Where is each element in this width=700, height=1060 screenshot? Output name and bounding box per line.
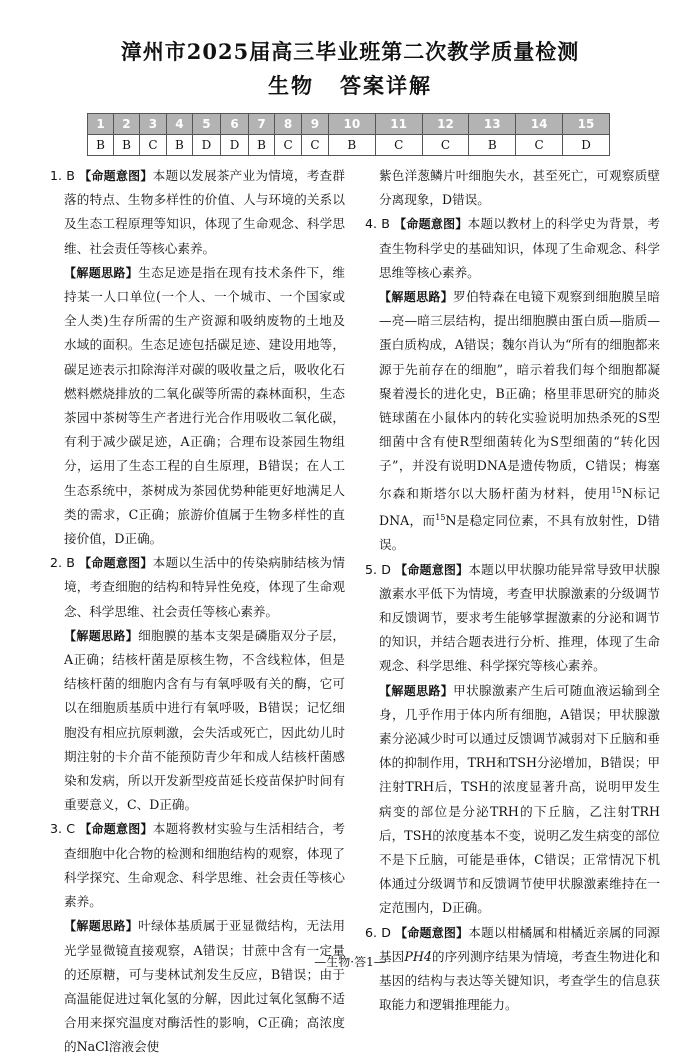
answer-table-number-cell: 10 [328,114,375,135]
answer-table-number-cell: 13 [469,114,516,135]
q4-intent-text: 本题以教材上的科学史为背景，考查生物科学史的基础知识，体现了生命观念、科学思维等核心素养。 [379,216,660,280]
q6-intent-tag: 【命题意图】 [395,925,469,940]
q4-intent-tag: 【命题意图】 [394,217,468,232]
answer-table-number-cell: 15 [563,114,610,135]
q5-head: 5. D [365,561,391,577]
answer-table-answer-cell: B [328,135,375,156]
q5-intent-text: 本题以甲状腺功能异常导致甲状腺激素水平低下为情境，考查甲状腺激素的分级调节和反馈调节，要求考生能够掌握激素的分泌和调节的知识，并结合题表进行分析、推理，体现了生命观念、科学思维、科学探究等核心素养。 [379,561,660,674]
answer-table-number-cell: 2 [113,114,139,135]
q3-intent-text: 本题将教材实验与生活相结合，考查细胞中化合物的检测和细胞结构的观察，体现了科学探究、生命观念、科学思维、社会责任等核心素养。 [64,821,345,910]
answer-table-answer-cell: C [275,135,302,156]
answer-table-number-cell: 9 [302,114,329,135]
q4-intent [365,212,660,285]
q4-solution-tag: 【解题思路】 [379,290,454,305]
answer-table-answer-cell: B [249,135,275,156]
answer-table-answer-cell: B [469,135,516,156]
q2-head: 2. B [50,555,75,571]
answer-table-answer-row [88,135,610,156]
answer-table-number-cell: 8 [275,114,302,135]
answer-table-number-cell: 6 [220,114,248,135]
q3-head: 3. C [50,821,76,837]
answer-table-answer-cell: D [220,135,248,156]
answer-table-number-cell: 11 [375,114,422,135]
q1-intent-text: 本题以发展茶产业为情境，考查群落的特点、生物多样性的价值、人与环境的关系以及生态工程原理等知识，体现了生命观念、科学思维、社会责任等核心素养。 [64,168,345,256]
q1-solution [50,261,345,551]
q4-solution-text-c: N是稳定同位素，不具有放射性，D错误。 [379,513,660,553]
q1-intent-tag: 【命题意图】 [79,169,153,183]
q6-intent-text-a: 本题以柑橘属和柑橘近亲属的同源基因 [379,924,660,964]
q1-head: 1. B [50,168,75,183]
answer-table-answer-cell: C [422,135,469,156]
answer-table-answer-cell: C [139,135,166,156]
document-title: 漳州市2025届高三毕业班第二次教学质量检测 [120,39,580,64]
q4-head: 4. B [365,216,390,232]
q6-intent-text-b: 的序列测序结果为情境，考查生物进化和基因的结构与表达等关键知识，考查学生的信息获取能力和逻辑推理能力。 [379,948,661,1013]
right-column [365,164,660,1017]
answer-table-number-cell: 14 [516,114,563,135]
answer-table-number-cell: 3 [139,114,166,135]
answer-table-answer-cell: B [88,135,114,156]
left-column [50,164,345,1060]
answer-table-answer-cell: C [302,135,329,156]
q5-intent [365,558,660,679]
answer-detail-label: 答案详解 [340,73,432,98]
q4-solution-text-b: N标记DNA，而 [379,485,660,529]
q3-solution-tag: 【解题思路】 [64,919,139,934]
q1-solution-tag: 【解题思路】 [64,265,139,280]
q3-solution-text: 叶绿体基质属于亚显微结构，无法用光学显微镜直接观察，A错误；甘蔗中含有一定量的还原糖，可与斐林试剂发生反应，B错误；由于高温能促进过氧化氢的分解，因此过氧化氢酶不适合用来探究温度对酶活性的影响，C正确；高浓度的NaCl溶液会使 [64,918,345,1055]
answer-table-answer-cell: B [113,135,139,156]
answer-table-number-cell: 5 [192,114,220,135]
answer-table-number-cell: 7 [249,114,275,135]
q2-intent-tag: 【命题意图】 [79,556,153,571]
q6-head: 6. D [365,924,391,940]
q4-solution [365,285,660,558]
q2-intent-text: 本题以生活中的传染病肺结核为情境，考查细胞的结构和特异性免疫，体现了生命观念、科学思维、社会责任等核心素养。 [64,555,345,619]
q4-isotope-superscript-1: 15 [611,485,622,495]
answer-table-answer-cell: D [192,135,220,156]
subject-label: 生物 [268,73,314,98]
document-subtitle [0,70,700,100]
answer-table-answer-cell: C [375,135,422,156]
answer-table [87,113,610,156]
page-footer: —生物·答1— [314,955,386,969]
q2-solution-tag: 【解题思路】 [64,628,139,643]
q3-solution [50,914,345,1059]
q3-solution-continued: 紫色洋葱鳞片叶细胞失水，甚至死亡，可观察质壁分离现象，D错误。 [379,168,660,208]
q5-intent-tag: 【命题意图】 [395,562,469,577]
q5-solution-text: 甲状腺激素产生后可随血液运输到全身，几乎作用于体内所有细胞，A错误；甲状腺激素分泌减少时可以通过反馈调节减弱对下丘脑和垂体的抑制作用，TRH和TSH分泌增加，B错误；甲注射TRH后，TSH的浓度显著升高，说明甲发生病变的部位是分泌TRH的下丘脑，乙注射TRH后，TSH的浓度基本不变，说明乙发生病变的部位不是下丘脑，可能是垂体，C错误；正常情况下机体通过分级调节和反馈调节使甲状腺激素维持在一定范围内，D正确。 [379,682,660,916]
q3-intent [50,817,345,914]
q1-intent [50,164,345,261]
q2-intent [50,551,345,624]
q3-intent-tag: 【命题意图】 [79,822,153,837]
q5-solution [365,679,660,921]
q4-isotope-superscript-2: 15 [435,513,446,523]
answer-table-answer-cell: C [516,135,563,156]
q2-solution-text: 细胞膜的基本支架是磷脂双分子层，A正确；结核杆菌是原核生物，不含线粒体，但是结核杆菌的细胞内含有与有氧呼吸有关的酶，它可以在细胞质基质中进行有氧呼吸，B错误；记忆细胞没有相应抗原刺激，会失活或死亡，因此幼儿时期注射的卡介苗不能预防青少年和成人结核杆菌感染和发病，所以开发新型疫苗延长疫苗保护时间有重要意义，C、D正确。 [64,627,345,813]
q6-gene-name: PH4 [404,948,432,964]
q2-solution [50,624,345,818]
answer-table-answer-cell: D [563,135,610,156]
answer-table-answer-cell: B [166,135,192,156]
q1-solution-text: 生态足迹是指在现有技术条件下，维持某一人口单位(一个人、一个城市、一个国家或全人类)生存所需的生产资源和吸纳废物的土地及水域的面积。生态足迹包括碳足迹、建设用地等，碳足迹表示扣除海洋对碳的吸收量之后，吸收化石燃料燃烧排放的二氧化碳等所需的森林面积，生态茶园中茶树等生产者进行光合作用吸收二氧化碳，有利于减少碳足迹，A正确；合理布设茶园生物组分，运用了生态工程的自生原理，B错误；在人工生态系统中，茶树成为茶园优势种能更好地满足人类的需求，C正确；旅游价值属于生物多样性的直接价值，D正确。 [64,264,345,547]
q4-solution-text-a: 罗伯特森在电镜下观察到细胞膜呈暗—亮—暗三层结构，提出细胞膜由蛋白质—脂质—蛋白质构成，A错误；魏尔肖认为“所有的细胞都来源于先前存在的细胞”，暗示着我们每个细胞都凝聚着漫长的进化史，B正确；格里菲思研究的肺炎链球菌在小鼠体内的转化实验说明加热杀死的S型细菌中含有使R型细菌转化为S型细菌的“转化因子”，并没有说明DNA是遗传物质，C错误；梅塞尔森和斯塔尔以大肠杆菌为材料，使用 [379,289,660,501]
answer-table-number-row [88,114,610,135]
q5-solution-tag: 【解题思路】 [379,683,454,698]
answer-table-number-cell: 12 [422,114,469,135]
answer-table-number-cell: 1 [88,114,114,135]
answer-table-number-cell: 4 [166,114,192,135]
